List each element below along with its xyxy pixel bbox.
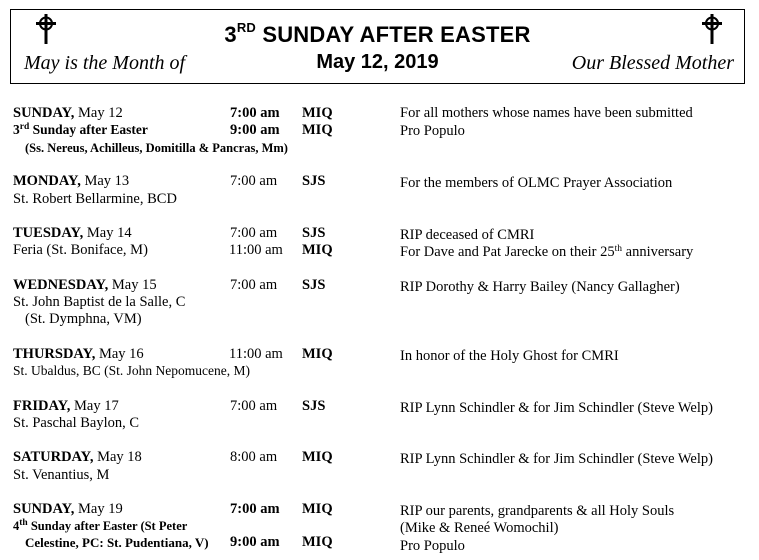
mass-intention: RIP deceased of CMRI bbox=[400, 227, 535, 243]
feast-name: St. John Baptist de la Salle, C bbox=[13, 294, 186, 310]
day-heading: FRIDAY, May 17 bbox=[13, 398, 119, 414]
celebrant: MIQ bbox=[302, 346, 333, 362]
feast-name: St. Ubaldus, BC (St. John Nepomucene, M) bbox=[13, 363, 250, 378]
mass-intention: For Dave and Pat Jarecke on their 25th anniversary bbox=[400, 244, 694, 260]
celebrant: MIQ bbox=[302, 449, 333, 465]
feast-name: St. Venantius, M bbox=[13, 467, 110, 483]
feast-name: St. Paschal Baylon, C bbox=[13, 415, 140, 431]
feast-name-secondary: (St. Dymphna, VM) bbox=[25, 311, 142, 327]
celebrant: SJS bbox=[302, 173, 326, 189]
celebrant: MIQ bbox=[302, 534, 333, 550]
mass-time: 7:00 am bbox=[230, 225, 278, 241]
celebrant: SJS bbox=[302, 225, 326, 241]
celebrant: MIQ bbox=[302, 122, 333, 138]
feast-name: 4th Sunday after Easter (St Peter bbox=[13, 518, 188, 533]
mass-time: 11:00 am bbox=[229, 346, 283, 362]
mass-time: 9:00 am bbox=[230, 534, 280, 550]
celebrant: MIQ bbox=[302, 242, 333, 258]
mass-time: 11:00 am bbox=[229, 242, 283, 258]
feast-name: St. Robert Bellarmine, BCD bbox=[13, 191, 177, 207]
day-heading: SUNDAY, May 12 bbox=[13, 105, 123, 121]
mass-intention: For all mothers whose names have been submitted bbox=[400, 105, 693, 121]
feast-name: 3rd Sunday after Easter bbox=[13, 122, 148, 137]
mass-intention: RIP Lynn Schindler & for Jim Schindler (Steve Welp) bbox=[400, 451, 713, 467]
feast-name: Feria (St. Boniface, M) bbox=[13, 242, 148, 258]
mass-time: 9:00 am bbox=[230, 122, 280, 138]
month-dedication-right: Our Blessed Mother bbox=[571, 52, 734, 74]
bulletin-date: May 12, 2019 bbox=[316, 51, 439, 73]
mass-intention-continued: (Mike & Reneé Womochil) bbox=[400, 520, 559, 536]
mass-intention: For the members of OLMC Prayer Association bbox=[400, 175, 673, 191]
mass-intention: In honor of the Holy Ghost for CMRI bbox=[400, 348, 619, 364]
mass-intention: Pro Populo bbox=[400, 538, 465, 554]
celebrant: MIQ bbox=[302, 105, 333, 121]
mass-time: 8:00 am bbox=[230, 449, 278, 465]
day-heading: WEDNESDAY, May 15 bbox=[13, 277, 157, 293]
commemoration: (Ss. Nereus, Achilleus, Domitilla & Pancras, Mm) bbox=[25, 141, 288, 155]
day-heading: MONDAY, May 13 bbox=[13, 173, 130, 189]
day-heading: TUESDAY, May 14 bbox=[13, 225, 132, 241]
mass-intention: RIP our parents, grandparents & all Holy Souls bbox=[400, 503, 675, 519]
celebrant: SJS bbox=[302, 398, 326, 414]
day-heading: SUNDAY, May 19 bbox=[13, 501, 123, 517]
day-heading: THURSDAY, May 16 bbox=[13, 346, 144, 362]
mass-time: 7:00 am bbox=[230, 173, 278, 189]
mass-time: 7:00 am bbox=[230, 277, 278, 293]
page-title: 3RD SUNDAY AFTER EASTER bbox=[224, 20, 531, 47]
feast-name-continued: Celestine, PC: St. Pudentiana, V) bbox=[25, 535, 209, 550]
mass-intention: RIP Dorothy & Harry Bailey (Nancy Gallagher) bbox=[400, 279, 680, 295]
mass-time: 7:00 am bbox=[230, 501, 280, 517]
day-heading: SATURDAY, May 18 bbox=[13, 449, 142, 465]
mass-time: 7:00 am bbox=[230, 105, 280, 121]
mass-intention: RIP Lynn Schindler & for Jim Schindler (Steve Welp) bbox=[400, 400, 713, 416]
mass-intention: Pro Populo bbox=[400, 123, 465, 139]
month-dedication-left: May is the Month of bbox=[24, 52, 186, 74]
mass-time: 7:00 am bbox=[230, 398, 278, 414]
celebrant: MIQ bbox=[302, 501, 333, 517]
celebrant: SJS bbox=[302, 277, 326, 293]
